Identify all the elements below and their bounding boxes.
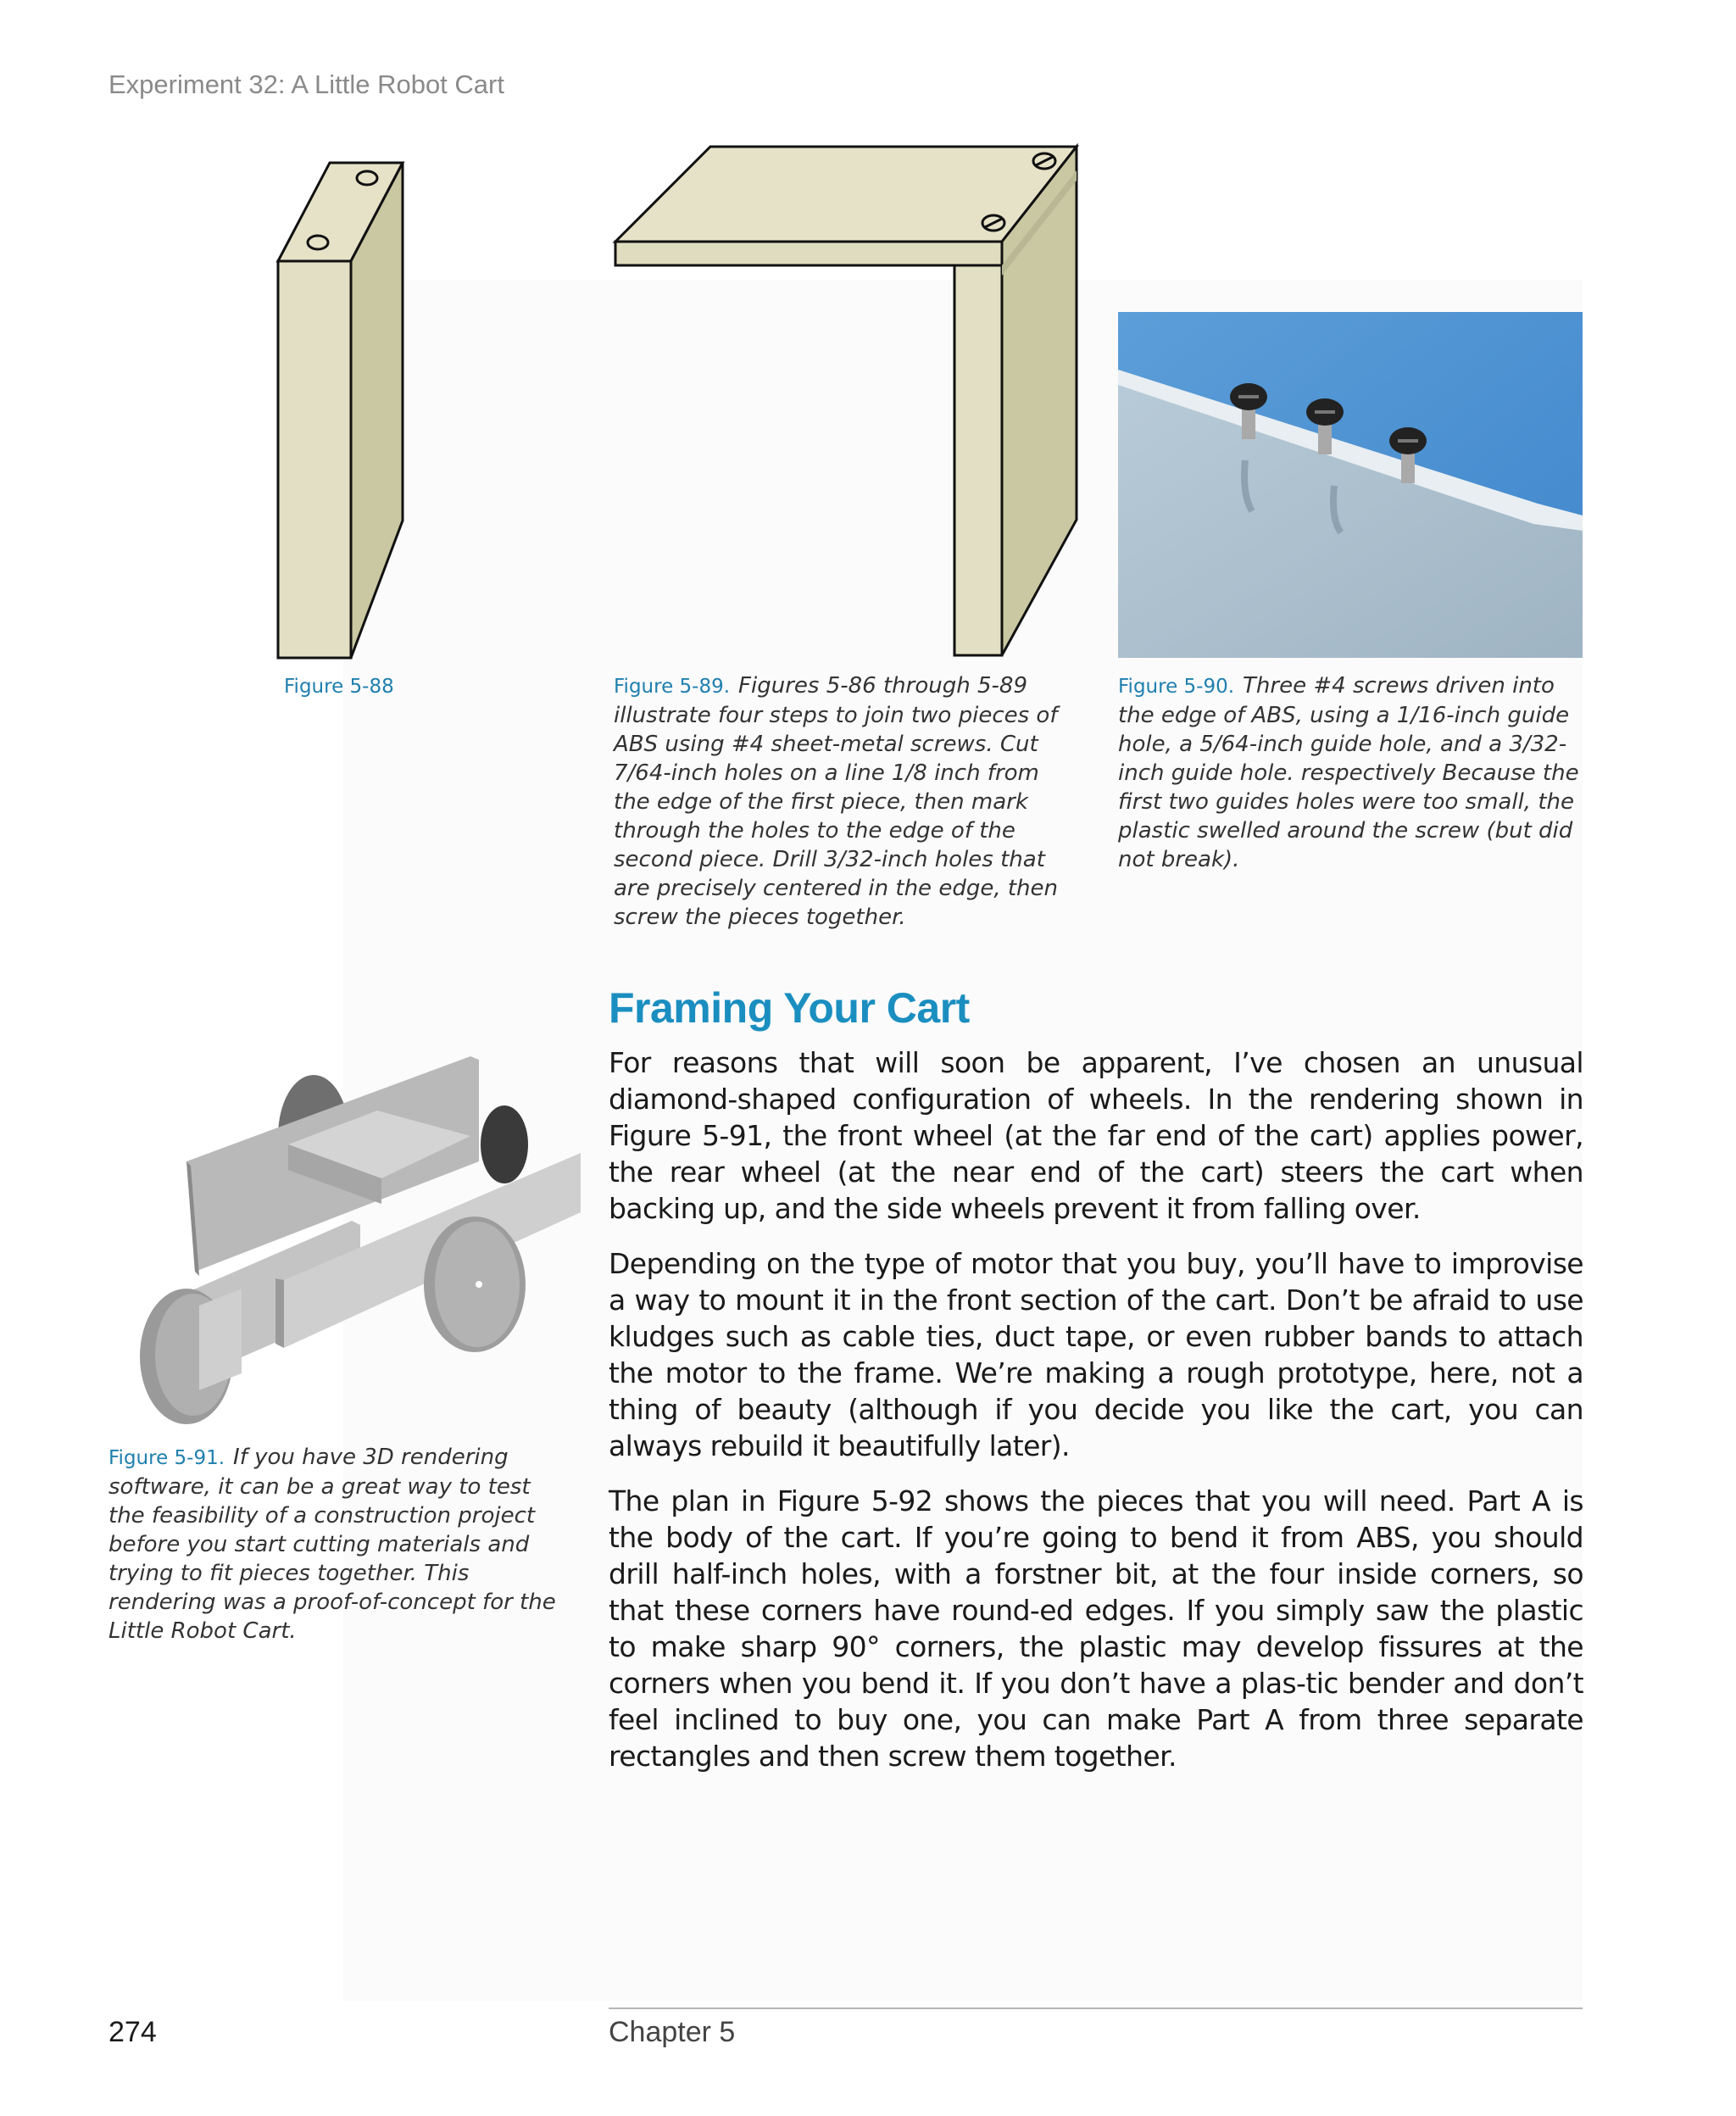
figure-label: Figure 5-90.: [1118, 676, 1235, 698]
figure-5-88-illustration: [254, 153, 424, 661]
body-paragraph: Depending on the type of motor that you buy, you’ll have to improvise a way to mount it in the front section of the cart. Don’t be afraid to use kludges such as cable ties, duct tape, or even rubber bands to attach the motor to the frame. We’re making a rough prototype, here, not a thing of beauty (although if you decide you like the cart, you can always rebuild it beautifully later).: [609, 1247, 1583, 1462]
caption-text: Three #4 screws driven into the edge of ABS, using a 1/16-inch guide hole, a 5/64-inch guide hole, and a 3/32-inch guide hole. respectively Because the first two guides holes were too small, the plastic swelled around the screw (but did not break).: [1118, 673, 1579, 872]
figure-5-88-caption: [284, 671, 496, 701]
section-heading: Framing Your Cart: [609, 984, 970, 1032]
figure-5-89-caption: [614, 671, 1082, 932]
body-text: [609, 1044, 1583, 1793]
chapter-label: Chapter 5: [609, 2016, 736, 2048]
body-paragraph: For reasons that will soon be apparent, I’ve chosen an unusual diamond-shaped configuration of wheels. In the rendering shown in Figure 5-91, the front wheel (at the far end of the cart) applies power, the rear wheel (at the near end of the cart) steers the cart when backing up, and the side wheels prevent it from falling over.: [609, 1046, 1583, 1225]
figure-5-89-illustration: [610, 140, 1085, 665]
caption-text: Figures 5-86 through 5-89 illustrate four steps to join two pieces of ABS using #4 sheet-metal screws. Cut 7/64-inch holes on a line 1/8 inch from the edge of the first piece, then mark through the holes to the edge of the second piece. Drill 3/32-inch holes that are precisely centered in the edge, then screw the pieces together.: [614, 673, 1058, 930]
footer-rule: [609, 2007, 1583, 2009]
body-paragraph: The plan in Figure 5-92 shows the pieces that you will need. Part A is the body of the cart. If you’re going to bend it from ABS, you should drill half-inch holes, with a forstner bit, at the four inside corners, so that these corners have round-ed edges. If you simply saw the plastic to make sharp 90° corners, the plastic may develop fissures at the corners when you bend it. If you don’t have a plas-tic bender and don’t feel inclined to buy one, you can make Part A from three separate rectangles and then screw them together.: [609, 1484, 1583, 1773]
caption-text: If you have 3D rendering software, it can be a great way to test the feasibility of a construction project before you start cutting materials and trying to fit pieces together. This rendering was a proof-of-concept for the Little Robot Cart.: [108, 1445, 556, 1644]
screw-head-icon: [982, 215, 1004, 231]
figure-label: Figure 5-91.: [108, 1447, 225, 1469]
figure-5-91-rendering: [106, 1051, 581, 1433]
page-number: 274: [108, 2016, 157, 2048]
figure-5-90-photo: [1118, 312, 1583, 658]
figure-5-91-caption: [108, 1443, 570, 1645]
screw-head-icon: [1033, 153, 1055, 169]
figure-5-90-caption: [1118, 671, 1583, 874]
figure-label: Figure 5-88: [284, 676, 394, 698]
figure-label: Figure 5-89.: [614, 676, 731, 698]
running-header: Experiment 32: A Little Robot Cart: [108, 70, 504, 99]
